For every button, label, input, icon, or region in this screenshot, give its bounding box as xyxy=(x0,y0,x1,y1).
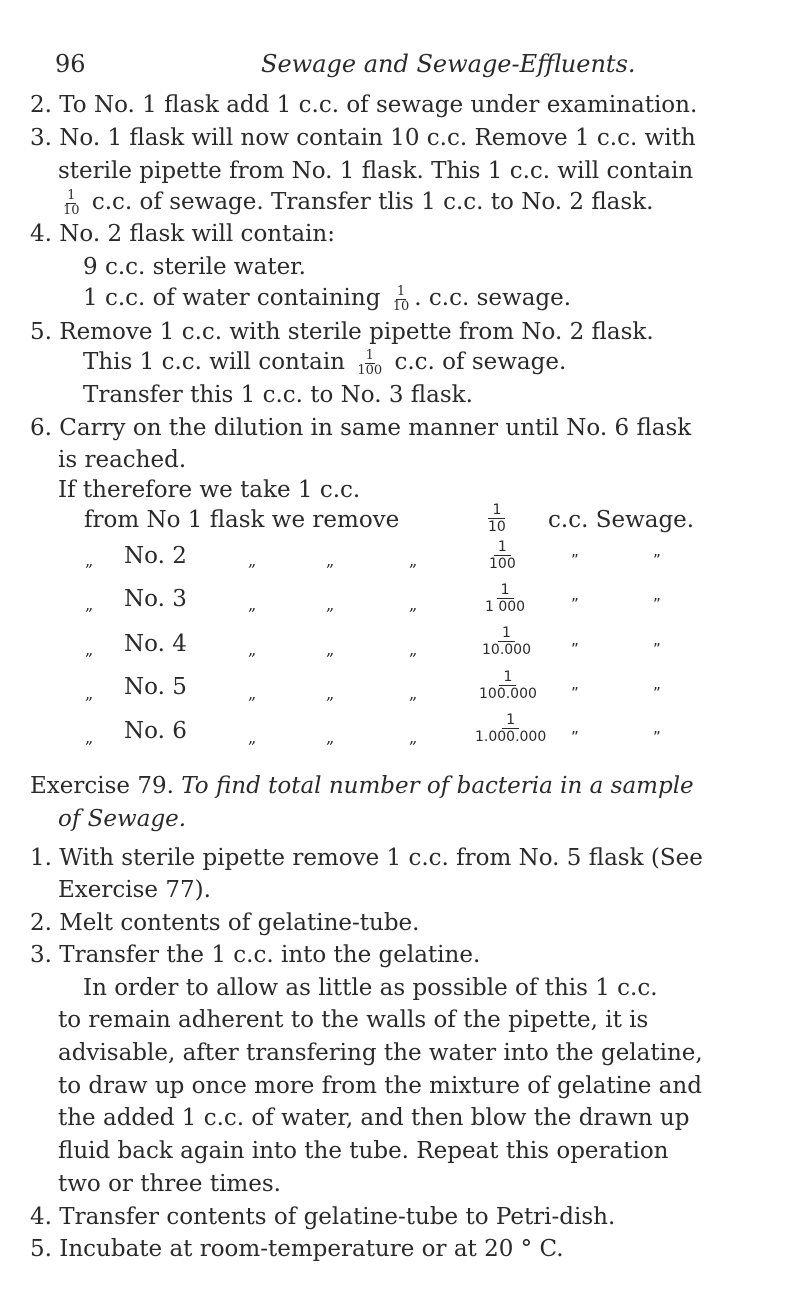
ditto-mark: „ xyxy=(85,684,94,703)
ditto-mark: „ xyxy=(326,728,335,747)
ditto-mark: ” xyxy=(571,728,579,746)
paragraph-line: advisable, after transfering the water into the gelatine, xyxy=(58,1040,703,1066)
paragraph-line: In order to allow as little as possible of this 1 c.c. xyxy=(83,975,658,1001)
table-fraction-row-1: $\frac{1}{10}$ xyxy=(488,502,506,535)
step-5-line-3: Transfer this 1 c.c. to No. 3 flask. xyxy=(83,382,473,408)
ditto-mark: „ xyxy=(248,640,257,659)
ditto-mark: „ xyxy=(85,640,94,659)
table-row-label: No. 2 xyxy=(124,543,187,569)
page-number: 96 xyxy=(55,50,86,78)
table-row-label: No. 3 xyxy=(124,586,187,612)
step-5-line-1: 5. Remove 1 c.c. with sterile pipette from No. 2 flask. xyxy=(30,319,654,345)
exercise-step-1-line-2: Exercise 77). xyxy=(58,877,211,903)
exercise-step-5: 5. Incubate at room-temperature or at 20 ° C. xyxy=(30,1236,564,1262)
exercise-step-3: 3. Transfer the 1 c.c. into the gelatine. xyxy=(30,942,481,968)
table-row-label: No. 6 xyxy=(124,718,187,744)
ditto-mark: „ xyxy=(326,551,335,570)
table-row-label: No. 4 xyxy=(124,631,187,657)
fraction-one-hundredth: $\frac{1}{100}$ xyxy=(357,347,383,378)
step-5-line-2: This 1 c.c. will contain $\frac{1}{100}$ c.c. of sewage. xyxy=(83,347,567,378)
ditto-mark: „ xyxy=(85,595,94,614)
exercise-label: Exercise 79. xyxy=(30,773,174,799)
table-row-fraction: $\frac{1}{10.000}$ xyxy=(482,625,531,658)
table-row-fraction: $\frac{1}{100.000}$ xyxy=(479,669,537,702)
table-row-fraction: $\frac{1}{100}$ xyxy=(489,539,516,572)
paragraph-line: to remain adherent to the walls of the pipette, it is xyxy=(58,1007,649,1033)
ditto-mark: „ xyxy=(248,684,257,703)
step-2: 2. To No. 1 flask add 1 c.c. of sewage under examination. xyxy=(30,92,698,118)
ditto-mark: ” xyxy=(653,595,661,613)
table-row-fraction: $\frac{1}{1.000.000}$ xyxy=(475,712,547,745)
ditto-mark: ” xyxy=(653,684,661,702)
exercise-title-line-2: of Sewage. xyxy=(58,806,187,832)
if-therefore-line: If therefore we take 1 c.c. xyxy=(58,477,361,503)
step-3-line-3: $\frac{1}{10}$ c.c. of sewage. Transfer tlis 1 c.c. to No. 2 flask. xyxy=(63,187,654,218)
fraction-one-tenth: $\frac{1}{10}$ xyxy=(392,283,410,314)
exercise-step-2: 2. Melt contents of gelatine-tube. xyxy=(30,910,420,936)
ditto-mark: „ xyxy=(85,551,94,570)
step-3-line-1: 3. No. 1 flask will now contain 10 c.c. Remove 1 c.c. with xyxy=(30,125,696,151)
ditto-mark: „ xyxy=(409,728,418,747)
ditto-mark: ” xyxy=(653,728,661,746)
step-4-item-a: 9 c.c. sterile water. xyxy=(83,254,306,280)
running-title: Sewage and Sewage-Effluents. xyxy=(261,50,636,78)
ditto-mark: ” xyxy=(571,640,579,658)
ditto-mark: „ xyxy=(409,595,418,614)
fraction-one-tenth: $\frac{1}{10}$ xyxy=(63,187,80,218)
step-4: 4. No. 2 flask will contain: xyxy=(30,221,335,247)
ditto-mark: „ xyxy=(409,684,418,703)
exercise-title: To find total number of bacteria in a sample xyxy=(181,773,694,799)
ditto-mark: „ xyxy=(85,728,94,747)
exercise-heading xyxy=(30,772,694,800)
exercise-step-4: 4. Transfer contents of gelatine-tube to Petri-dish. xyxy=(30,1204,616,1230)
table-row-fraction: $\frac{1}{1 000}$ xyxy=(485,582,526,615)
ditto-mark: „ xyxy=(326,684,335,703)
ditto-mark: „ xyxy=(248,728,257,747)
ditto-mark: „ xyxy=(326,640,335,659)
table-first-label: from No 1 flask we remove xyxy=(84,507,400,533)
ditto-mark: ” xyxy=(653,640,661,658)
ditto-mark: „ xyxy=(248,551,257,570)
step-6-line-1: 6. Carry on the dilution in same manner until No. 6 flask xyxy=(30,415,692,441)
paragraph-line: fluid back again into the tube. Repeat this operation xyxy=(58,1138,669,1164)
ditto-mark: „ xyxy=(326,595,335,614)
exercise-step-1-line-1: 1. With sterile pipette remove 1 c.c. from No. 5 flask (See xyxy=(30,845,703,871)
table-unit: c.c. Sewage. xyxy=(548,507,695,533)
ditto-mark: „ xyxy=(248,595,257,614)
ditto-mark: „ xyxy=(409,551,418,570)
ditto-mark: ” xyxy=(653,551,661,569)
ditto-mark: ” xyxy=(571,684,579,702)
step-3-line-2: sterile pipette from No. 1 flask. This 1 c.c. will contain xyxy=(58,158,694,184)
paragraph-line: to draw up once more from the mixture of gelatine and xyxy=(58,1073,702,1099)
step-6-line-2: is reached. xyxy=(58,447,187,473)
ditto-mark: „ xyxy=(409,640,418,659)
step-4-item-b: 1 c.c. of water containing $\frac{1}{10}$ . c.c. sewage. xyxy=(83,283,572,314)
paragraph-line: two or three times. xyxy=(58,1171,281,1197)
ditto-mark: ” xyxy=(571,595,579,613)
table-row-label: No. 5 xyxy=(124,674,187,700)
ditto-mark: ” xyxy=(571,551,579,569)
paragraph-line: the added 1 c.c. of water, and then blow the drawn up xyxy=(58,1105,690,1131)
